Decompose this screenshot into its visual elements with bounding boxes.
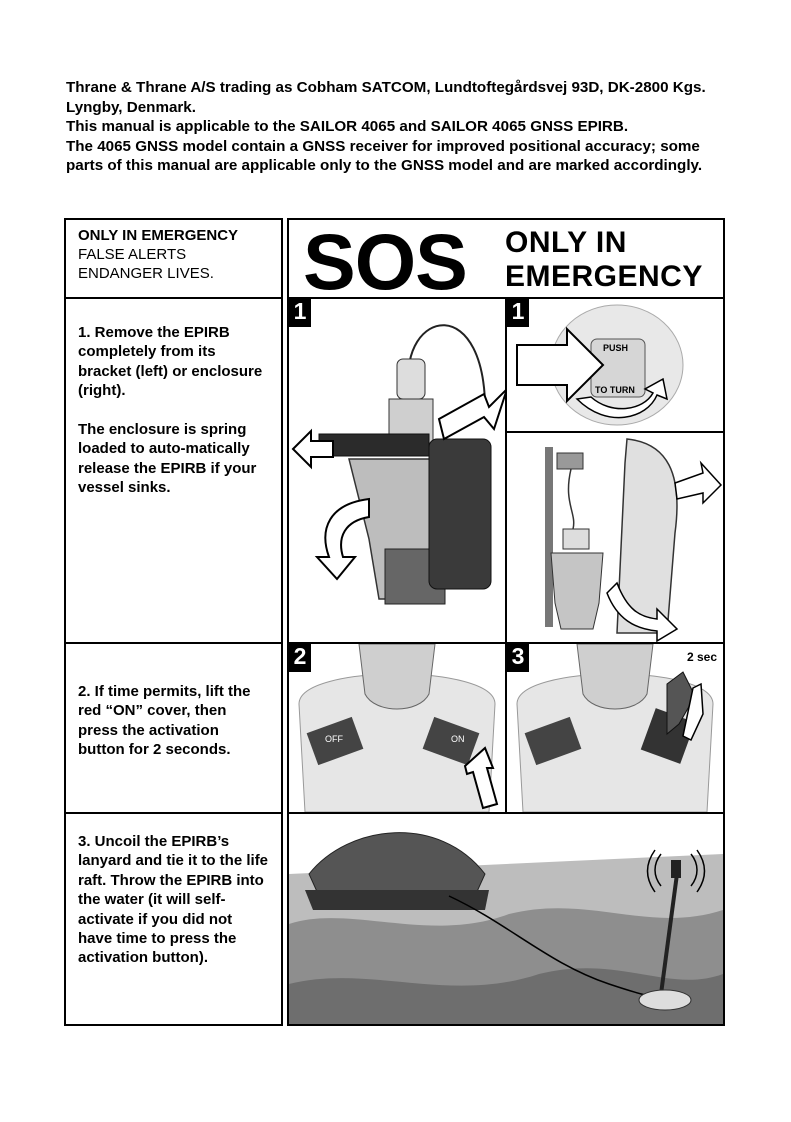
enclosure-latch-illustration [507,299,723,431]
push-label: PUSH [603,343,629,353]
step3-cell [66,814,281,1024]
panel-number: 3 [507,644,529,672]
intro-address: Thrane & Thrane A/S trading as Cobham SATCOM, Lundtoftegårdsvej 93D, DK-2800 Kgs. Lyngby, Denmark. [66,79,706,116]
sos-banner [289,220,723,299]
life-raft-water-illustration [289,814,723,1024]
two-seconds-label: 2 sec [686,650,717,664]
warning-text: FALSE ALERTS ENDANGER LIVES. [78,246,214,282]
step3-text: 3. Uncoil the EPIRB’s lanyard and tie it to the life raft. Throw the EPIRB into the water (it will self-activate if you did not have time to press the activation button). [78,833,269,967]
turn-label: TO TURN [595,385,635,395]
panel-bracket [289,299,507,644]
step2-text: 2. If time permits, lift the red “ON” cover, then press the activation button for 2 seconds. [78,683,251,759]
enclosure-release-illustration [507,433,723,642]
panel-enclosure [507,433,723,644]
sos-text: SOS [303,220,467,299]
step1-cell [66,299,281,644]
step1-text: 1. Remove the EPIRB completely from its bracket (left) or enclosure (right). The enclosure is spring loaded to auto-matically release the EPIRB if your vessel sinks. [78,324,263,497]
intro-gnss-note: The 4065 GNSS model contain a GNSS receiver for improved positional accuracy; some parts of this manual are applicable only to the GNSS model and are marked accordingly. [66,137,703,175]
panel-lift-cover [289,644,507,814]
only-in-emergency-text [505,226,703,294]
panel-push-turn [507,299,723,433]
lift-cover-illustration [289,644,505,812]
emergency-line2: EMERGENCY [505,260,703,293]
step2-cell [66,644,281,814]
panel-life-raft [289,814,723,1024]
epirb-bracket-illustration [289,299,505,642]
panel-press-button [507,644,723,814]
press-button-illustration [507,644,723,812]
illustration-column [287,218,725,1026]
emergency-line1: ONLY IN [505,226,627,259]
instruction-column [64,218,283,1026]
on-label: ON [451,734,465,744]
panel-number: 1 [289,299,311,327]
warning-title: ONLY IN EMERGENCY [78,227,239,244]
intro-text [66,78,736,176]
warning-cell [66,220,281,299]
off-label: OFF [325,734,343,744]
panel-number: 1 [507,299,529,327]
panel-number: 2 [289,644,311,672]
intro-applicability: This manual is applicable to the SAILOR 4065 and SAILOR 4065 GNSS EPIRB. [66,118,629,136]
